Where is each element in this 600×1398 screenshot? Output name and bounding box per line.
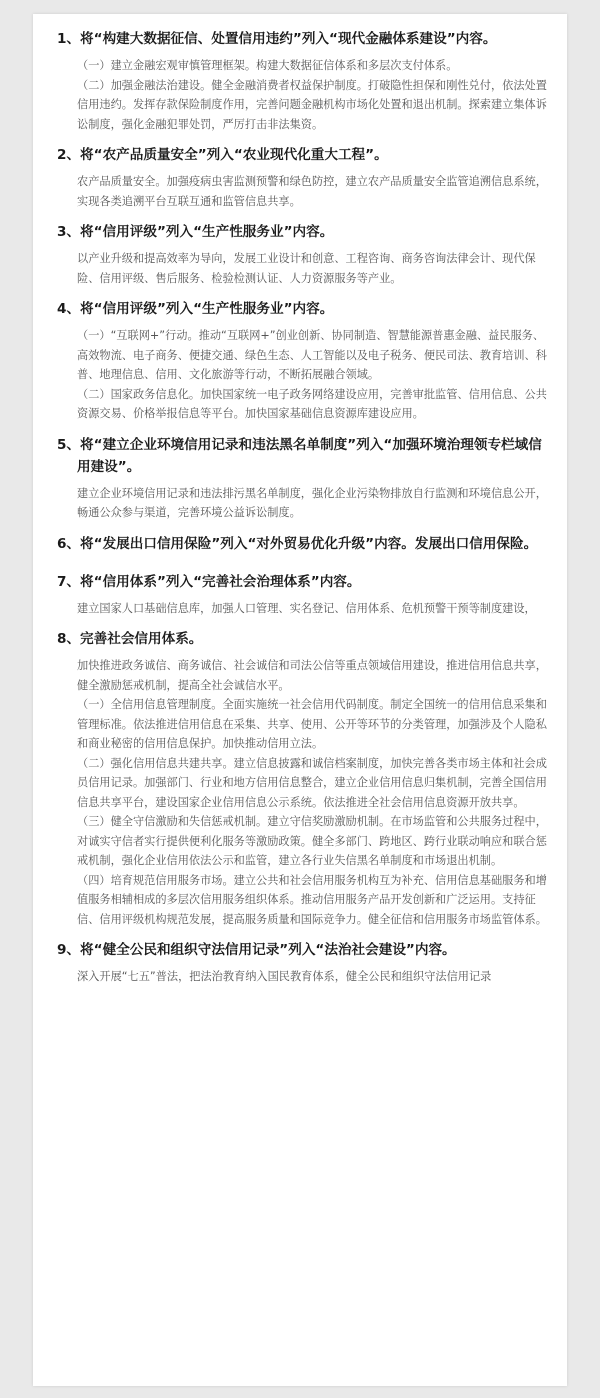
- section-heading: 9、将“健全公民和组织守法信用记录”列入“法治社会建设”内容。: [57, 942, 456, 958]
- section-gap: [57, 561, 547, 571]
- section-paragraph: 农产品质量安全。加强疫病虫害监测预警和绿色防控，建立农产品质量安全监管追溯信息系统，实现各类追溯平台互联互通和监管信息共享。: [77, 175, 547, 208]
- section-7: [57, 571, 547, 629]
- section-heading: 8、完善社会信用体系。: [57, 631, 203, 647]
- section-heading: 5、将“建立企业环境信用记录和违法黑名单制度”列入“加强环境治理领专栏域信用建设”。: [57, 436, 542, 475]
- section-paragraph: 加快推进政务诚信、商务诚信、社会诚信和司法公信等重点领域信用建设，推进信用信息共享，健全激励惩戒机制，提高全社会诚信水平。: [77, 659, 547, 692]
- section-heading: 3、将“信用评级”列入“生产性服务业”内容。: [57, 224, 334, 240]
- section-paragraph: 深入开展“七五”普法，把法治教育纳入国民教育体系，健全公民和组织守法信用记录: [77, 970, 492, 983]
- section-5: [57, 434, 547, 533]
- section-gap: [57, 211, 547, 221]
- section-gap: [57, 618, 547, 628]
- section-paragraph: （一）全信用信息管理制度。全面实施统一社会信用代码制度。制定全国统一的信用信息采集和管理标准。依法推进信用信息在采集、共享、使用、公开等环节的分类管理，加强涉及个人隐私和商业秘密的信用信息保护。加快推动信用立法。: [77, 698, 547, 750]
- section-8: [57, 628, 547, 939]
- section-3: [57, 221, 547, 298]
- section-paragraph: 建立企业环境信用记录和违法排污黑名单制度，强化企业污染物排放自行监测和环境信息公开，畅通公众参与渠道，完善环境公益诉讼制度。: [77, 486, 547, 519]
- section-4: [57, 298, 547, 434]
- section-gap: [57, 987, 547, 997]
- section-heading: 6、将“发展出口信用保险”列入“对外贸易优化升级”内容。发展出口信用保险。: [57, 535, 538, 552]
- section-paragraph: （四）培育规范信用服务市场。建立公共和社会信用服务机构互为补充、信用信息基础服务和增值服务相辅相成的多层次信用服务组织体系。推动信用服务产品开发创新和广泛运用。支持征信、信用评级机构规范发展，提高服务质量和国际竞争力。健全征信和信用服务市场监管体系。: [77, 873, 547, 926]
- section-heading: 2、将“农产品质量安全”列入“农业现代化重大工程”。: [57, 147, 388, 163]
- section-gap: [57, 523, 547, 533]
- section-gap: [57, 288, 547, 298]
- section-1: [57, 28, 547, 144]
- section-paragraph: （二）强化信用信息共建共享。建立信息披露和诚信档案制度，加快完善各类市场主体和社会成员信用记录。加强部门、行业和地方信用信息整合，建立企业信用信息归集机制，完善全国信用信息共享平台，建设国家企业信用信息公示系统。依法推进全社会信用信息资源开放共享。: [77, 756, 547, 809]
- section-9: [57, 939, 547, 997]
- section-paragraph: （二）国家政务信息化。加快国家统一电子政务网络建设应用，完善审批监管、信用信息、公共资源交易、价格举报信息等平台。加快国家基础信息资源库建设应用。: [77, 387, 547, 420]
- section-gap: [57, 134, 547, 144]
- section-paragraph: 以产业升级和提高效率为导向，发展工业设计和创意、工程咨询、商务咨询法律会计、现代保险、信用评级、售后服务、检验检测认证、人力资源服务等产业。: [77, 252, 536, 285]
- section-heading: 4、将“信用评级”列入“生产性服务业”内容。: [57, 301, 334, 317]
- section-paragraph: （二）加强金融法治建设。健全金融消费者权益保护制度。打破隐性担保和刚性兑付，依法处置信用违约。发挥存款保险制度作用，完善问题金融机构市场化处置和退出机制。探索建立集体诉讼制度，强化金融犯罪处罚，严厉打击非法集资。: [77, 78, 547, 131]
- section-heading: 1、将“构建大数据征信、处置信用违约”列入“现代金融体系建设”内容。: [57, 31, 497, 47]
- section-paragraph: （三）健全守信激励和失信惩戒机制。建立守信奖励激励机制。在市场监管和公共服务过程中，对诚实守信者实行提供便利化服务等激励政策。健全多部门、跨地区、跨行业联动响应和联合惩戒机制，强化企业信用依法公示和监管，建立各行业失信黑名单制度和市场退出机制。: [77, 815, 547, 867]
- section-gap: [57, 929, 547, 939]
- document-page: [33, 14, 567, 1386]
- section-gap: [57, 424, 547, 434]
- section-2: [57, 144, 547, 221]
- section-6: [57, 533, 547, 571]
- section-paragraph: （一）建立金融宏观审慎管理框架。构建大数据征信体系和多层次支付体系。: [77, 59, 458, 72]
- document-content: [57, 28, 547, 997]
- section-heading: 7、将“信用体系”列入“完善社会治理体系”内容。: [57, 573, 361, 590]
- section-paragraph: 建立国家人口基础信息库，加强人口管理、实名登记、信用体系、危机预警干预等制度建设，: [77, 601, 536, 615]
- section-paragraph: （一）“互联网+”行动。推动“互联网+”创业创新、协同制造、智慧能源普惠金融、益民服务、高效物流、电子商务、便捷交通、绿色生态、人工智能以及电子税务、便民司法、教育培训、科普、地理信息、信用、文化旅游等行动，不断拓展融合领域。: [77, 329, 547, 381]
